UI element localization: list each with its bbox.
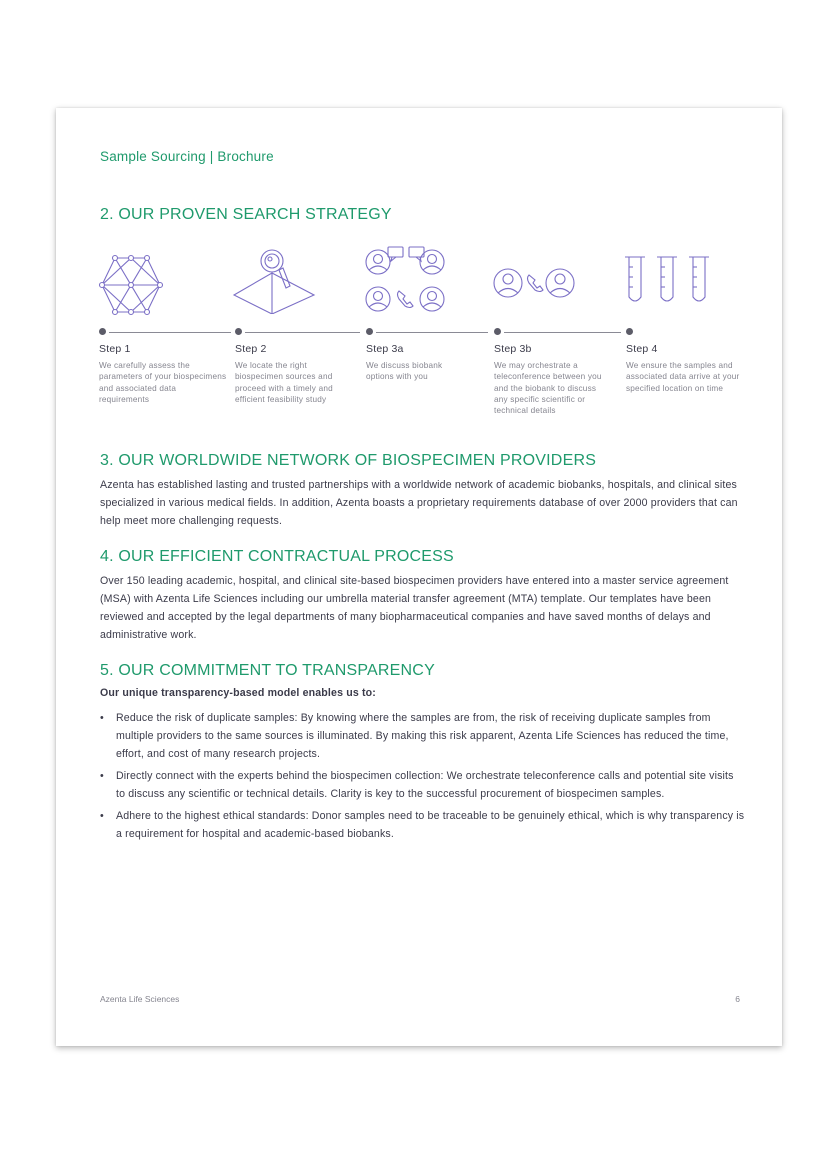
contract-heading: 4. OUR EFFICIENT CONTRACTUAL PROCESS xyxy=(100,548,454,565)
transparency-list xyxy=(100,709,745,847)
timeline-line xyxy=(504,332,621,333)
timeline-dot xyxy=(99,328,106,335)
step-description: We carefully assess the parameters of your biospecimens and associated data requirements xyxy=(99,361,227,404)
timeline-dot xyxy=(366,328,373,335)
list-item-text: Adhere to the highest ethical standards: Donor samples need to be traceable to be genuinely ethical, which is why transparency is a requirement for hospital and academic-based biobanks. xyxy=(116,810,745,840)
bullet-icon: • xyxy=(100,810,104,822)
step-title: Step 3b xyxy=(494,343,532,355)
network-paragraph: Azenta has established lasting and trusted partnerships with a worldwide network of academic biobanks, hospitals, and clinical sites specialized in various medical fields. In addition, Azenta boasts a proprietary requirements database of over 2000 providers that can help meet more challenging requests. xyxy=(100,479,738,527)
bullet-icon: • xyxy=(100,770,104,782)
bullet-icon: • xyxy=(100,712,104,724)
step-2 xyxy=(235,327,353,405)
step-3a xyxy=(366,327,484,383)
step-title: Step 4 xyxy=(626,343,658,355)
list-item xyxy=(100,767,745,803)
step-title: Step 3a xyxy=(366,343,404,355)
step-description: We may orchestrate a teleconference between you and the biobank to discuss any specific scientific or technical details xyxy=(494,361,602,416)
list-item xyxy=(100,807,745,843)
network-hexagon-icon xyxy=(98,254,164,316)
brochure-header: Sample Sourcing | Brochure xyxy=(100,149,274,164)
footer-company: Azenta Life Sciences xyxy=(100,994,180,1004)
timeline-dot xyxy=(235,328,242,335)
teleconference-icon xyxy=(492,266,576,300)
contract-paragraph: Over 150 leading academic, hospital, and clinical site-based biospecimen providers have entered into a master service agreement (MSA) with Azenta Life Sciences including our umbrella material transfer agreement (MTA) template. Our templates have been reviewed and accepted by the legal departments of many biopharmaceutical companies and have saved months of delays and administrative work. xyxy=(100,575,729,641)
timeline-dot xyxy=(494,328,501,335)
page-number: 6 xyxy=(735,994,740,1004)
step-1 xyxy=(99,327,227,405)
people-discussion-icon xyxy=(364,244,448,316)
step-4 xyxy=(626,327,744,394)
magnifier-on-map-icon xyxy=(232,248,316,314)
transparency-heading: 5. OUR COMMITMENT TO TRANSPARENCY xyxy=(100,662,435,679)
step-title: Step 1 xyxy=(99,343,131,355)
transparency-lead: Our unique transparency-based model enables us to: xyxy=(100,687,376,699)
timeline-dot xyxy=(626,328,633,335)
brochure-page xyxy=(56,108,782,1046)
timeline-line xyxy=(109,332,231,333)
timeline-line xyxy=(245,332,360,333)
list-item-text: Directly connect with the experts behind the biospecimen collection: We orchestrate teleconference calls and potential site visits to discuss any scientific or technical details. Clarity is key to the successful procurement of biospecimen samples. xyxy=(116,770,734,800)
step-description: We ensure the samples and associated data arrive at your specified location on time xyxy=(626,361,740,393)
step-title: Step 2 xyxy=(235,343,267,355)
list-item xyxy=(100,709,745,763)
list-item-text: Reduce the risk of duplicate samples: By knowing where the samples are from, the risk of receiving duplicate samples from multiple providers to the same sources is illuminated. By making this risk apparent, Azenta Life Sciences has reduced the time, effort, and cost of many research projects. xyxy=(116,712,729,760)
test-tubes-icon xyxy=(624,254,714,306)
search-strategy-heading: 2. OUR PROVEN SEARCH STRATEGY xyxy=(100,206,392,223)
step-description: We locate the right biospecimen sources and proceed with a timely and efficient feasibility study xyxy=(235,361,333,404)
step-3b xyxy=(494,327,618,416)
network-heading: 3. OUR WORLDWIDE NETWORK OF BIOSPECIMEN PROVIDERS xyxy=(100,452,597,469)
step-description: We discuss biobank options with you xyxy=(366,361,443,382)
timeline-line xyxy=(376,332,488,333)
